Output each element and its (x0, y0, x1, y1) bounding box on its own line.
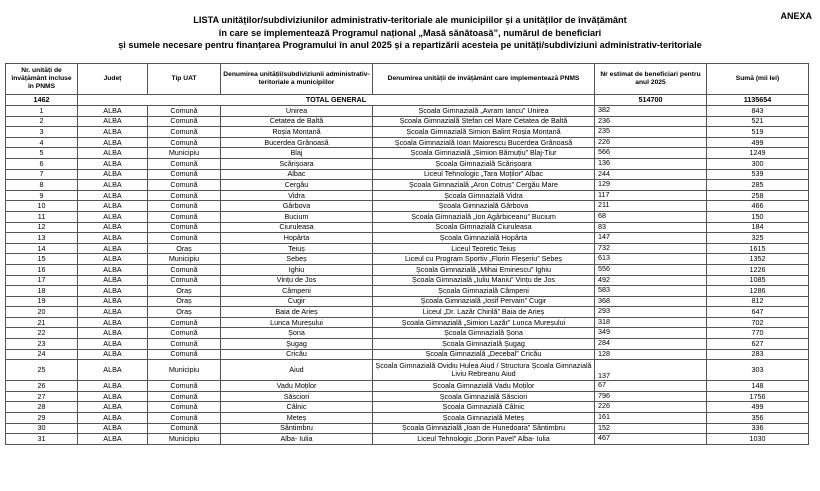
cell-beneficiari: 583 (595, 286, 707, 297)
table-row (6, 148, 809, 159)
cell-denumire-uat: Sântimbru (221, 423, 373, 434)
cell-denumire-scoala: Școala Gimnazială Șona (373, 328, 595, 339)
cell-beneficiari: 117 (595, 190, 707, 201)
cell-tip-uat: Comună (148, 317, 221, 328)
cell-denumire-uat: Sebeș (221, 254, 373, 265)
cell-beneficiari: 566 (595, 148, 707, 159)
cell-denumire-uat: Ighiu (221, 264, 373, 275)
cell-denumire-uat: Cergău (221, 180, 373, 191)
cell-tip-uat: Municipiu (148, 254, 221, 265)
cell-denumire-scoala: Școala Gimnazială Câmpeni (373, 286, 595, 297)
cell-nr: 3 (6, 127, 78, 138)
cell-denumire-scoala: Școala Gimnazială „Ioan de Hunedoara” Sântimbru (373, 423, 595, 434)
cell-denumire-uat: Vidra (221, 190, 373, 201)
table-row (6, 243, 809, 254)
table-row (6, 434, 809, 445)
cell-denumire-scoala: Școala Gimnazială Ovidiu Hulea Aiud / Structura Școala Gimnazială Liviu Rebreanu Aiud (373, 360, 595, 381)
cell-nr: 9 (6, 190, 78, 201)
cell-denumire-scoala: Școala Gimnazială „Decebal” Cricău (373, 349, 595, 360)
cell-nr: 18 (6, 286, 78, 297)
cell-nr: 11 (6, 211, 78, 222)
cell-tip-uat: Oraș (148, 286, 221, 297)
cell-judet: ALBA (78, 423, 148, 434)
cell-suma: 1286 (707, 286, 809, 297)
cell-denumire-scoala: Școala Gimnazială Simion Balint Roșia Montană (373, 127, 595, 138)
cell-beneficiari: 236 (595, 116, 707, 127)
cell-nr: 10 (6, 201, 78, 212)
cell-tip-uat: Municipiu (148, 434, 221, 445)
beneficiaries-table (5, 63, 809, 445)
cell-tip-uat: Comună (148, 127, 221, 138)
table-row (6, 180, 809, 191)
cell-judet: ALBA (78, 286, 148, 297)
table-row (6, 275, 809, 286)
cell-judet: ALBA (78, 307, 148, 318)
cell-suma: 539 (707, 169, 809, 180)
cell-nr: 24 (6, 349, 78, 360)
title-line-1: LISTA unităților/subdiviziunilor administrativ-teritoriale ale municipiilor și a unităților de învățământ (193, 15, 627, 25)
cell-tip-uat: Comună (148, 233, 221, 244)
table-row (6, 296, 809, 307)
cell-denumire-scoala: Școala Gimnazială „Aron Cotruș” Cergău Mare (373, 180, 595, 191)
cell-judet: ALBA (78, 243, 148, 254)
cell-nr: 30 (6, 423, 78, 434)
cell-denumire-uat: Ciuruleasa (221, 222, 373, 233)
cell-beneficiari: 284 (595, 339, 707, 350)
cell-tip-uat: Comună (148, 211, 221, 222)
cell-judet: ALBA (78, 264, 148, 275)
cell-denumire-uat: Săsciori (221, 391, 373, 402)
cell-suma: 1226 (707, 264, 809, 275)
cell-beneficiari: 732 (595, 243, 707, 254)
cell-beneficiari: 226 (595, 402, 707, 413)
table-row (6, 339, 809, 350)
cell-beneficiari: 613 (595, 254, 707, 265)
cell-judet: ALBA (78, 434, 148, 445)
cell-beneficiari: 318 (595, 317, 707, 328)
cell-nr: 25 (6, 360, 78, 381)
cell-judet: ALBA (78, 233, 148, 244)
cell-tip-uat: Comună (148, 116, 221, 127)
cell-suma: 300 (707, 158, 809, 169)
cell-denumire-uat: Aiud (221, 360, 373, 381)
table-row (6, 391, 809, 402)
cell-tip-uat: Oraș (148, 243, 221, 254)
cell-denumire-scoala: Liceul Tehnologic „Dorin Pavel” Alba- Iulia (373, 434, 595, 445)
cell-suma: 1249 (707, 148, 809, 159)
cell-suma: 1352 (707, 254, 809, 265)
cell-denumire-scoala: Școala Gimnazială „Simion Bărnuțiu” Blaj-Tiur (373, 148, 595, 159)
cell-tip-uat: Comună (148, 180, 221, 191)
table-row (6, 127, 809, 138)
cell-suma: 325 (707, 233, 809, 244)
cell-denumire-uat: Baia de Arieș (221, 307, 373, 318)
cell-beneficiari: 211 (595, 201, 707, 212)
cell-denumire-uat: Meteș (221, 413, 373, 424)
table-row (6, 106, 809, 117)
cell-denumire-scoala: Liceul Teoretic Teiuș (373, 243, 595, 254)
cell-suma: 521 (707, 116, 809, 127)
cell-suma: 627 (707, 339, 809, 350)
annex-label: ANEXA (780, 11, 812, 21)
cell-denumire-uat: Câlnic (221, 402, 373, 413)
cell-denumire-scoala: Școala Gimnazială „Ion Agârbiceanu” Bucium (373, 211, 595, 222)
cell-beneficiari: 368 (595, 296, 707, 307)
cell-judet: ALBA (78, 328, 148, 339)
table-row (6, 201, 809, 212)
header-beneficiari: Nr estimat de beneficiari pentru anul 2025 (595, 64, 707, 95)
cell-denumire-scoala: Școala Gimnazială Scărișoara (373, 158, 595, 169)
cell-nr: 28 (6, 402, 78, 413)
cell-nr: 21 (6, 317, 78, 328)
cell-judet: ALBA (78, 148, 148, 159)
cell-tip-uat: Oraș (148, 307, 221, 318)
header-denumire-uat: Denumirea unității/subdiviziunii administrativ-teritoriale a municipiilor (221, 64, 373, 95)
total-beneficiari: 514700 (595, 95, 707, 106)
table-row (6, 413, 809, 424)
cell-nr: 27 (6, 391, 78, 402)
cell-beneficiari: 293 (595, 307, 707, 318)
cell-denumire-uat: Cugir (221, 296, 373, 307)
cell-denumire-uat: Alba- Iulia (221, 434, 373, 445)
cell-nr: 14 (6, 243, 78, 254)
cell-tip-uat: Comună (148, 275, 221, 286)
cell-suma: 1085 (707, 275, 809, 286)
cell-beneficiari: 796 (595, 391, 707, 402)
cell-nr: 23 (6, 339, 78, 350)
cell-denumire-uat: Șugag (221, 339, 373, 350)
cell-denumire-scoala: Școala Gimnazială Vadu Moților (373, 381, 595, 392)
cell-nr: 29 (6, 413, 78, 424)
cell-suma: 770 (707, 328, 809, 339)
cell-judet: ALBA (78, 381, 148, 392)
cell-tip-uat: Comună (148, 339, 221, 350)
cell-suma: 499 (707, 137, 809, 148)
cell-denumire-scoala: Liceul „Dr. Lazăr Chirilă” Baia de Arieș (373, 307, 595, 318)
cell-beneficiari: 147 (595, 233, 707, 244)
cell-judet: ALBA (78, 158, 148, 169)
cell-tip-uat: Oraș (148, 296, 221, 307)
cell-suma: 258 (707, 190, 809, 201)
cell-judet: ALBA (78, 360, 148, 381)
header-nr: Nr. unități de învățământ incluse în PNMS (6, 64, 78, 95)
cell-suma: 499 (707, 402, 809, 413)
cell-beneficiari: 382 (595, 106, 707, 117)
cell-denumire-scoala: Școala Gimnazială Meteș (373, 413, 595, 424)
cell-denumire-uat: Hopârta (221, 233, 373, 244)
cell-denumire-scoala: Școala Gimnazială Ciuruleasa (373, 222, 595, 233)
cell-denumire-scoala: Școala Gimnazială Șugag (373, 339, 595, 350)
cell-suma: 519 (707, 127, 809, 138)
table-row (6, 158, 809, 169)
cell-tip-uat: Comună (148, 106, 221, 117)
cell-denumire-uat: Cetatea de Baltă (221, 116, 373, 127)
cell-judet: ALBA (78, 275, 148, 286)
table-row (6, 190, 809, 201)
cell-tip-uat: Comună (148, 423, 221, 434)
cell-beneficiari: 161 (595, 413, 707, 424)
header-judet: Județ (78, 64, 148, 95)
cell-judet: ALBA (78, 127, 148, 138)
cell-suma: 184 (707, 222, 809, 233)
cell-denumire-uat: Scărișoara (221, 158, 373, 169)
cell-denumire-scoala: Liceul Tehnologic „Tara Moților” Albac (373, 169, 595, 180)
cell-nr: 5 (6, 148, 78, 159)
cell-suma: 1756 (707, 391, 809, 402)
total-label: TOTAL GENERAL (78, 95, 595, 106)
cell-nr: 4 (6, 137, 78, 148)
cell-beneficiari: 467 (595, 434, 707, 445)
cell-beneficiari: 244 (595, 169, 707, 180)
cell-judet: ALBA (78, 180, 148, 191)
cell-denumire-uat: Bucium (221, 211, 373, 222)
cell-denumire-scoala: Școala Gimnazială „Iosif Pervain” Cugir (373, 296, 595, 307)
table-row (6, 286, 809, 297)
cell-tip-uat: Comună (148, 264, 221, 275)
table-row (6, 360, 809, 381)
table-row (6, 328, 809, 339)
header-suma: Sumă (mii lei) (707, 64, 809, 95)
cell-denumire-uat: Unirea (221, 106, 373, 117)
cell-beneficiari: 492 (595, 275, 707, 286)
table-row (6, 381, 809, 392)
cell-nr: 20 (6, 307, 78, 318)
cell-denumire-uat: Blaj (221, 148, 373, 159)
cell-denumire-scoala: Școala Gimnazială Ștefan cel Mare Cetatea de Baltă (373, 116, 595, 127)
cell-judet: ALBA (78, 413, 148, 424)
cell-suma: 285 (707, 180, 809, 191)
cell-denumire-uat: Roșia Montană (221, 127, 373, 138)
table-row (6, 137, 809, 148)
cell-judet: ALBA (78, 391, 148, 402)
document-title (50, 14, 770, 52)
cell-judet: ALBA (78, 222, 148, 233)
cell-nr: 7 (6, 169, 78, 180)
header-denumire-scoala: Denumirea unității de învățământ care implementează PNMS (373, 64, 595, 95)
table-row (6, 116, 809, 127)
cell-tip-uat: Comună (148, 169, 221, 180)
cell-nr: 15 (6, 254, 78, 265)
cell-tip-uat: Comună (148, 328, 221, 339)
cell-denumire-scoala: Liceul cu Program Sportiv „Florin Fleșeriu” Sebeș (373, 254, 595, 265)
cell-tip-uat: Comună (148, 190, 221, 201)
cell-denumire-scoala: Școala Gimnazială „Iuliu Maniu” Vințu de Jos (373, 275, 595, 286)
cell-tip-uat: Comună (148, 402, 221, 413)
cell-denumire-uat: Bucerdea Grânoasă (221, 137, 373, 148)
cell-suma: 1030 (707, 434, 809, 445)
table-row (6, 349, 809, 360)
cell-judet: ALBA (78, 339, 148, 350)
cell-judet: ALBA (78, 169, 148, 180)
cell-beneficiari: 235 (595, 127, 707, 138)
cell-beneficiari: 68 (595, 211, 707, 222)
total-nr: 1462 (6, 95, 78, 106)
total-row (6, 95, 809, 106)
cell-beneficiari: 67 (595, 381, 707, 392)
cell-nr: 1 (6, 106, 78, 117)
cell-denumire-scoala: Școala Gimnazială „Simion Lazăr” Lunca Mureșului (373, 317, 595, 328)
cell-denumire-uat: Vințu de Jos (221, 275, 373, 286)
total-suma: 1135654 (707, 95, 809, 106)
cell-suma: 466 (707, 201, 809, 212)
cell-suma: 148 (707, 381, 809, 392)
cell-nr: 22 (6, 328, 78, 339)
cell-suma: 647 (707, 307, 809, 318)
cell-beneficiari: 128 (595, 349, 707, 360)
cell-denumire-uat: Șona (221, 328, 373, 339)
cell-judet: ALBA (78, 211, 148, 222)
cell-nr: 2 (6, 116, 78, 127)
cell-tip-uat: Comună (148, 391, 221, 402)
cell-denumire-scoala: Școala Gimnazială Săsciori (373, 391, 595, 402)
cell-judet: ALBA (78, 106, 148, 117)
cell-tip-uat: Municipiu (148, 148, 221, 159)
cell-denumire-uat: Câmpeni (221, 286, 373, 297)
cell-denumire-scoala: Școala Gimnazială Câlnic (373, 402, 595, 413)
cell-suma: 283 (707, 349, 809, 360)
cell-denumire-scoala: Școala Gimnazială Vidra (373, 190, 595, 201)
cell-nr: 12 (6, 222, 78, 233)
table-row (6, 169, 809, 180)
cell-judet: ALBA (78, 402, 148, 413)
cell-beneficiari: 129 (595, 180, 707, 191)
cell-suma: 702 (707, 317, 809, 328)
cell-nr: 31 (6, 434, 78, 445)
cell-suma: 812 (707, 296, 809, 307)
cell-nr: 6 (6, 158, 78, 169)
cell-beneficiari: 136 (595, 158, 707, 169)
cell-denumire-uat: Cricău (221, 349, 373, 360)
table-row (6, 222, 809, 233)
table-row (6, 211, 809, 222)
cell-beneficiari: 226 (595, 137, 707, 148)
cell-judet: ALBA (78, 116, 148, 127)
cell-judet: ALBA (78, 296, 148, 307)
cell-tip-uat: Comună (148, 349, 221, 360)
table-row (6, 307, 809, 318)
table-row (6, 264, 809, 275)
cell-denumire-scoala: Școala Gimnazială Ioan Maiorescu Bucerdea Grânoasă (373, 137, 595, 148)
cell-tip-uat: Comună (148, 158, 221, 169)
cell-tip-uat: Comună (148, 201, 221, 212)
table-header-row (6, 64, 809, 95)
cell-beneficiari: 137 (595, 360, 707, 381)
cell-nr: 19 (6, 296, 78, 307)
title-line-2: în care se implementează Programul național „Masă sănătoasă”, numărul de beneficiari (218, 27, 602, 38)
cell-nr: 17 (6, 275, 78, 286)
cell-denumire-scoala: Școala Gimnazială „Avram Iancu” Unirea (373, 106, 595, 117)
cell-suma: 1615 (707, 243, 809, 254)
table-row (6, 254, 809, 265)
cell-denumire-scoala: Școala Gimnazială Gârbova (373, 201, 595, 212)
cell-nr: 26 (6, 381, 78, 392)
cell-denumire-uat: Gârbova (221, 201, 373, 212)
cell-beneficiari: 556 (595, 264, 707, 275)
cell-judet: ALBA (78, 317, 148, 328)
table-row (6, 423, 809, 434)
title-line-3: și sumele necesare pentru finanțarea Programului în anul 2025 și a repartizării acesteia pe unități/subdiviziuni administrativ-teritoriale (118, 40, 702, 50)
cell-judet: ALBA (78, 254, 148, 265)
cell-denumire-uat: Albac (221, 169, 373, 180)
table-row (6, 317, 809, 328)
cell-suma: 356 (707, 413, 809, 424)
cell-judet: ALBA (78, 201, 148, 212)
cell-nr: 8 (6, 180, 78, 191)
cell-tip-uat: Comună (148, 137, 221, 148)
cell-beneficiari: 349 (595, 328, 707, 339)
cell-judet: ALBA (78, 190, 148, 201)
cell-nr: 16 (6, 264, 78, 275)
cell-beneficiari: 83 (595, 222, 707, 233)
cell-beneficiari: 152 (595, 423, 707, 434)
cell-tip-uat: Comună (148, 381, 221, 392)
cell-tip-uat: Comună (148, 413, 221, 424)
cell-tip-uat: Comună (148, 222, 221, 233)
cell-tip-uat: Municipiu (148, 360, 221, 381)
cell-denumire-scoala: Școala Gimnazială „Mihai Eminescu” Ighiu (373, 264, 595, 275)
cell-suma: 336 (707, 423, 809, 434)
table-row (6, 402, 809, 413)
cell-denumire-uat: Vadu Moților (221, 381, 373, 392)
cell-suma: 150 (707, 211, 809, 222)
cell-suma: 303 (707, 360, 809, 381)
table-row (6, 233, 809, 244)
cell-judet: ALBA (78, 137, 148, 148)
cell-nr: 13 (6, 233, 78, 244)
cell-judet: ALBA (78, 349, 148, 360)
cell-denumire-uat: Teiuș (221, 243, 373, 254)
cell-suma: 843 (707, 106, 809, 117)
cell-denumire-scoala: Școala Gimnazială Hopârta (373, 233, 595, 244)
cell-denumire-uat: Lunca Mureșului (221, 317, 373, 328)
header-tip-uat: Tip UAT (148, 64, 221, 95)
